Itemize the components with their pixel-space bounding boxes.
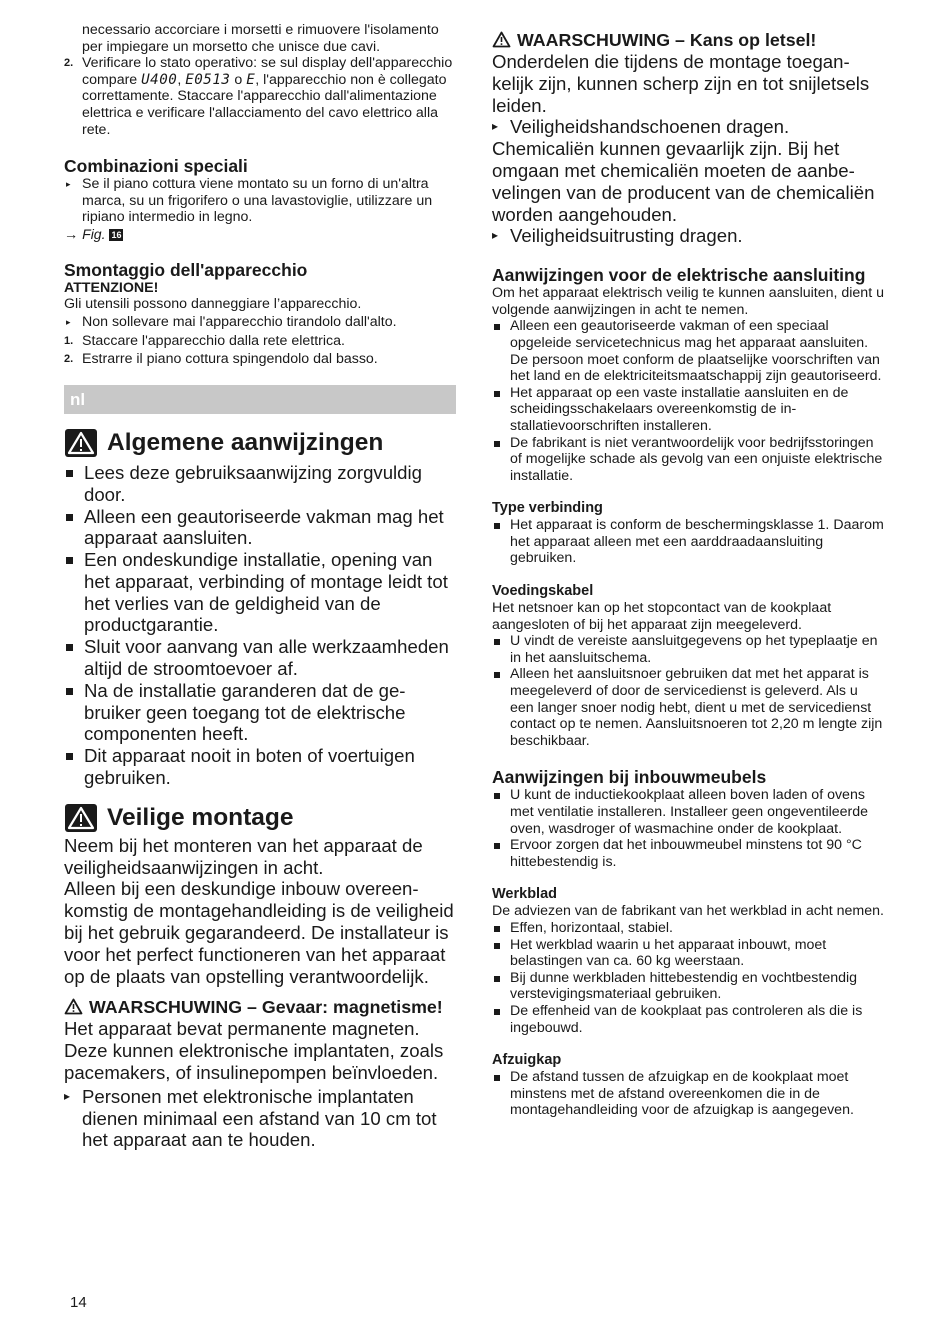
display-code-e0513: E0513 <box>185 71 231 88</box>
warning-triangle-icon <box>64 428 98 458</box>
list-item-text: Na de installatie garanderen dat de gebruiker geen toegang tot de elektrische componenten heeft. <box>84 679 406 745</box>
list-item <box>492 435 884 485</box>
step-number: 2. <box>64 57 74 70</box>
section-title-combinazioni: Combinazioni speciali <box>64 156 248 177</box>
list-item-text: Sluit voor aanvang van alle werkzaamheden altijd de stroomtoevoer af. <box>84 636 449 680</box>
figure-reference[interactable] <box>64 226 456 244</box>
list-item <box>492 837 884 870</box>
werkblad-intro: De adviezen van de fabrikant van het werkblad in acht nemen. <box>492 903 884 920</box>
square-bullet-icon <box>66 470 73 477</box>
square-bullet-icon <box>66 557 73 564</box>
square-bullet-icon <box>494 926 500 932</box>
list-item <box>492 787 884 837</box>
list-item <box>492 970 884 1003</box>
triangle-bullet-icon: ▸ <box>66 179 71 190</box>
list-item-text: Het apparaat is conform de beschermingsklasse 1. Daarom het apparaat alleen met een aarddraadaansluiting gebruiken. <box>510 517 884 567</box>
list-item <box>492 116 884 138</box>
list-item-text: Non sollevare mai l'apparecchio tirandolo dall'alto. <box>82 314 397 331</box>
list-item-text: Lees deze gebruiksaanwijzing zorgvuldig door. <box>84 461 422 505</box>
elektrisch-intro: Om het apparaat elektrisch veilig te kunnen aansluiten, dient u volgende aanwijzingen in acht te nemen. <box>492 285 884 318</box>
section-title-inbouwmeubels: Aanwijzingen bij inbouwmeubels <box>492 767 767 788</box>
step-text-pre: Verificare lo stato operativo: se sul display dell'apparecchio compare <box>82 55 453 88</box>
page-number: 14 <box>70 1294 87 1311</box>
list-item-text: Alleen een geautoriseerde vakman of een speciaal opgeleide servicetechnicus mag het apparaat aansluiten. De persoon moet conform de plaatselijke voorschriften van het land en de elektriciteitsmaatschappij zijn geautoriseerd. <box>510 318 882 385</box>
triangle-bullet-icon: ▸ <box>492 119 499 134</box>
figure-label: Fig. <box>82 225 106 242</box>
italian-step-2 <box>64 55 456 138</box>
square-bullet-icon <box>66 514 73 521</box>
numbered-step <box>64 333 456 350</box>
warning-magnetisme-title <box>64 997 456 1018</box>
triangle-bullet-icon: ▸ <box>66 317 71 328</box>
list-item <box>64 549 456 636</box>
left-column <box>64 22 456 1151</box>
square-bullet-icon <box>494 672 500 678</box>
veilige-intro: Neem bij het monteren van het apparaat de veiligheidsaanwijzingen in acht. <box>64 834 423 878</box>
step-text: Staccare l'apparecchio dalla rete elettrica. <box>82 332 345 349</box>
section-header-algemene <box>64 428 456 458</box>
warning-triangle-icon <box>492 31 511 48</box>
letsel-text-2: Chemicaliën kunnen gevaarlijk zijn. Bij het omgaan met chemicaliën moeten de aanbevelingen van de producent van de chemicaliën worden aangehouden. <box>492 138 875 225</box>
list-item <box>492 937 884 970</box>
list-item <box>64 636 456 680</box>
language-code: nl <box>70 389 86 409</box>
list-item <box>64 745 456 789</box>
numbered-step <box>64 351 456 368</box>
square-bullet-icon <box>494 523 500 529</box>
square-bullet-icon <box>494 793 500 799</box>
figure-number-badge: 16 <box>111 229 122 240</box>
square-bullet-icon <box>494 976 500 982</box>
voedingskabel-intro: Het netsnoer kan op het stopcontact van de kookplaat aangesloten of bij het apparaat zijn meegeleverd. <box>492 600 832 633</box>
warning-title-text: WAARSCHUWING – Kans op letsel! <box>517 30 817 50</box>
square-bullet-icon <box>494 1009 500 1015</box>
triangle-bullet-icon: ▸ <box>64 1088 71 1103</box>
triangle-bullet-icon: ▸ <box>492 228 499 243</box>
list-item-text: Effen, horizontaal, stabiel. <box>510 919 673 936</box>
display-code-e: E <box>246 71 256 88</box>
square-bullet-icon <box>66 644 73 651</box>
step-text: Estrarre il piano cottura spingendolo dal basso. <box>82 351 378 368</box>
warning-letsel-title <box>492 30 884 51</box>
step-number: 1. <box>64 334 74 347</box>
list-item <box>64 176 456 226</box>
square-bullet-icon <box>494 1075 500 1081</box>
arrow-right-icon: → <box>64 226 79 243</box>
section-title: Veilige montage <box>107 803 294 831</box>
warning-triangle-icon <box>64 803 98 833</box>
list-item <box>492 633 884 666</box>
list-item-text: Het werkblad waarin u het apparaat inbouwt, moet belastingen van ca. 60 kg weerstaan. <box>510 936 827 970</box>
list-item <box>492 517 884 567</box>
italian-continuation-text: necessario accorciare i morsetti e rimuovere l'isolamento per impiegare un morsetto che unisce due cavi. <box>82 22 439 55</box>
right-column <box>492 30 884 1119</box>
list-item <box>64 314 456 331</box>
list-item-text: De afstand tussen de afzuigkap en de kookplaat moet minstens met de afstand overeenkomen die in de montagehandleiding voor de afzuigkap is aangegeven. <box>510 1069 854 1119</box>
list-item-text: Alleen het aansluitsnoer gebruiken dat met het apparat is meegeleverd of door de servicedienst is geleverd. Als u een langer snoer nodig hebt, dient u met de servicedienst contact op te nemen. Aansluitsnoeren tot 2,20 m lengte zijn beschikbaar. <box>510 666 883 749</box>
warning-title-text: WAARSCHUWING – Gevaar: magnetisme! <box>89 997 443 1018</box>
attention-label: ATTENZIONE! <box>64 279 159 296</box>
section-header-veilige <box>64 803 456 833</box>
square-bullet-icon <box>494 441 500 447</box>
separator: o <box>230 71 247 88</box>
list-item-text: Het apparaat op een vaste installatie aansluiten en de scheidingsschakelaars overeenkomstig de installatievoorschriften installeren. <box>510 384 849 434</box>
list-item-text: De fabrikant is niet verantwoordelijk voor bedrijfsstoringen of mogelijke schade als gevolg van een onjuiste elektrische installatie. <box>510 434 883 484</box>
list-item <box>492 318 884 384</box>
square-bullet-icon <box>66 688 73 695</box>
algemene-list <box>64 462 456 789</box>
list-item-text: Bij dunne werkbladen hittebestendig en vochtbestendig verstevigingsmateriaal gebruiken. <box>510 969 858 1003</box>
step-text-post: , l'apparecchio non è collegato correttamente. Staccare l'apparecchio dall'alimentazione elettrica e verificare l'allacciamento del cavo elettrico alla rete. <box>82 71 447 138</box>
square-bullet-icon <box>494 943 500 949</box>
list-item <box>492 1003 884 1036</box>
language-bar <box>64 385 456 414</box>
list-item-text: Veiligheidshandschoenen dragen. <box>510 116 790 138</box>
list-item <box>492 920 884 937</box>
square-bullet-icon <box>66 753 73 760</box>
list-item <box>492 1069 884 1119</box>
letsel-text-1: Onderdelen die tijdens de montage toegankelijk zijn, kunnen scherp zijn en tot snijletsels leiden. <box>492 51 870 116</box>
section-title-voedingskabel: Voedingskabel <box>492 583 594 600</box>
step-number: 2. <box>64 353 74 366</box>
list-item-text: Veiligheidsuitrusting dragen. <box>510 225 743 247</box>
square-bullet-icon <box>494 324 500 330</box>
veilige-paragraph: Alleen bij een deskundige inbouw overeenkomstig de montagehandleiding is de veiligheid bij het gebruik gegarandeerd. De installateur is voor het perfect functioneren van het apparaat op de plaats van opstelling verantwoordelijk. <box>64 878 454 987</box>
list-item-text: Een ondeskundige installatie, opening van het apparaat, verbinding of montage leidt tot het verlies van de geldigheid van de productgarantie. <box>84 549 448 636</box>
section-title-afzuigkap: Afzuigkap <box>492 1052 562 1069</box>
separator: , <box>177 71 186 88</box>
list-item <box>492 225 884 247</box>
section-title-elektrisch: Aanwijzingen voor de elektrische aansluiting <box>492 265 866 286</box>
list-item <box>64 1086 456 1151</box>
list-item <box>64 680 456 745</box>
list-item-text: Se il piano cottura viene montato su un forno di un'altra marca, su un frigorifero o una lavastoviglie, utilizzare un ripiano intermedio in legno. <box>82 176 433 226</box>
square-bullet-icon <box>494 843 500 849</box>
list-item <box>64 462 456 506</box>
square-bullet-icon <box>494 391 500 397</box>
list-item-text: Personen met elektronische implantaten dienen minimaal een afstand van 10 cm tot het apparaat aan te houden. <box>82 1085 437 1151</box>
list-item-text: U kunt de inductiekookplaat alleen boven laden of ovens met ventilatie installeren. Installeer geen ongeventileerde oven, wasdroger of wasmachine onder de kookplaat. <box>510 787 869 837</box>
list-item <box>492 666 884 749</box>
warning-triangle-icon <box>64 998 83 1015</box>
list-item-text: Alleen een geautoriseerde vakman mag het apparaat aansluiten. <box>84 505 444 549</box>
list-item-text: Dit apparaat nooit in boten of voertuigen gebruiken. <box>84 745 415 789</box>
warning-magnetisme-text: Het apparaat bevat permanente magneten. Deze kunnen elektronische implantaten, zoals pacemakers, of insulinepompen beïnvloeden. <box>64 1018 444 1084</box>
list-item-text: Ervoor zorgen dat het inbouwmeubel minstens tot 90 °C hittebestendig is. <box>510 837 862 870</box>
list-item-text: De effenheid van de kookplaat pas controleren als die is ingebouwd. <box>510 1002 863 1036</box>
section-title: Algemene aanwijzingen <box>107 428 384 456</box>
list-item-text: U vindt de vereiste aansluitgegevens op het typeplaatje en in het aansluitschema. <box>510 633 878 666</box>
section-title-type-verbinding: Type verbinding <box>492 500 603 517</box>
list-item <box>492 385 884 435</box>
section-title-smontaggio: Smontaggio dell'apparecchio <box>64 259 308 280</box>
display-code-u400: U400 <box>141 71 178 88</box>
list-item <box>64 506 456 550</box>
attention-text: Gli utensili possono danneggiare l’apparecchio. <box>64 295 362 312</box>
section-title-werkblad: Werkblad <box>492 886 558 903</box>
square-bullet-icon <box>494 639 500 645</box>
